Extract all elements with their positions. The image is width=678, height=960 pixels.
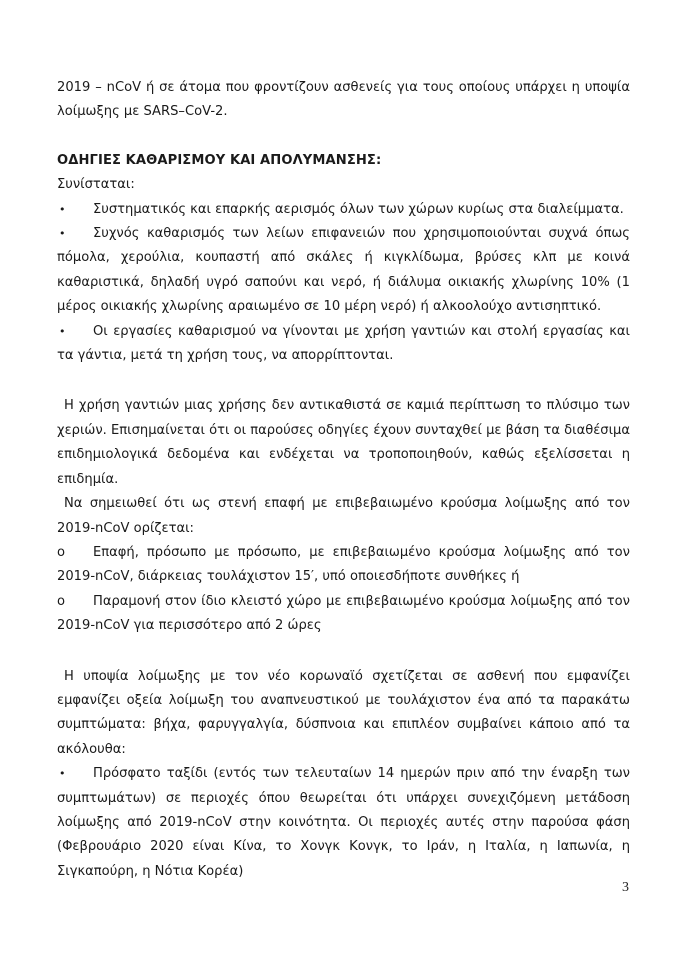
circle-bullet-icon: o — [57, 544, 66, 560]
circle-bullet-icon: o — [57, 593, 66, 609]
bullet-icon: • — [59, 324, 66, 338]
bullet-text: Συστηματικός και επαρκής αερισμός όλων των χώρων κυρίως στα διαλείμματα. — [93, 201, 624, 217]
spacer — [57, 125, 630, 149]
bullet-text: Οι εργασίες καθαρισμού να γίνονται με χρήση γαντιών και στολή εργασίας και τα γάντια, μετά τη χρήση τους, να απορρίπτονται. — [57, 323, 630, 364]
cleaning-section — [57, 149, 630, 369]
bullet-icon: • — [59, 227, 66, 241]
page-number: 3 — [622, 880, 629, 895]
contact-item — [57, 541, 630, 590]
bullet-item — [57, 198, 630, 222]
intro-paragraph: 2019 – nCoV ή σε άτομα που φροντίζουν ασθενείς για τους οποίους υπάρχει η υποψία λοίμωξης με SARS–CoV-2. — [57, 80, 630, 120]
bullet-icon: • — [59, 202, 66, 216]
suspected-case-lead: Η υποψία λοίμωξης με τον νέο κορωναϊό σχετίζεται σε ασθενή που εμφανίζει εμφανίζει οξεία λοίμωξη του αναπνευστικού με τουλάχιστον ένα από τα παρακάτω συμπτώματα: βήχα, φαρυγγαλγία, δύσπνοια και επιπλέον συμβαίνει κάποιο από τα ακόλουθα: — [57, 668, 630, 757]
section-lead: Συνίσταται: — [57, 177, 135, 193]
bullet-icon: • — [59, 767, 66, 781]
spacer — [57, 639, 630, 665]
page-content — [57, 76, 630, 884]
bullet-text: Πρόσφατο ταξίδι (εντός των τελευταίων 14 ημερών πριν από την έναρξη των συμπτωμάτων) σε περιοχές όπου θεωρείται ότι υπάρχει συνεχιζόμενη μετάδοση λοίμωξης από 2019-nCoV στην κοινότητα. Οι περιοχές αυτές στην παρούσα φάση (Φεβρουάριο 2020 είναι Κίνα, το Χονγκ Κονγκ, το Ιράν, η Ιταλία, η Ιαπωνία, η Σιγκαπούρη, η Νότια Κορέα) — [57, 766, 630, 879]
gloves-paragraph: Η χρήση γαντιών μιας χρήσης δεν αντικαθιστά σε καμιά περίπτωση το πλύσιμο των χεριών. Επισημαίνεται ότι οι παρούσες οδηγίες έχουν συνταχθεί με βάση τα διαθέσιμα επιδημιολογικά δεδομένα και ενδέχεται να τροποποιηθούν, καθώς εξελίσσεται η επιδημία. — [57, 398, 630, 487]
bullet-item — [57, 762, 630, 884]
contact-item-text: Παραμονή στον ίδιο κλειστό χώρο με επιβεβαιωμένο κρούσμα λοίμωξης από τον 2019-nCoV για περισσότερο από 2 ώρες — [57, 593, 630, 634]
contact-item — [57, 590, 630, 639]
contact-item-text: Επαφή, πρόσωπο με πρόσωπο, με επιβεβαιωμένο κρούσμα λοίμωξης από τον 2019-nCoV, διάρκειας τουλάχιστον 15′, υπό οποιεσδήποτε συνθήκες ή — [57, 544, 630, 585]
bullet-item — [57, 222, 630, 320]
close-contact-lead: Να σημειωθεί ότι ως στενή επαφή με επιβεβαιωμένο κρούσμα λοίμωξης από τον 2019-nCoV ορίζεται: — [57, 496, 630, 536]
bullet-item — [57, 320, 630, 369]
bullet-text: Συχνός καθαρισμός των λείων επιφανειών που χρησιμοποιούνται συχνά όπως πόμολα, χερούλια, κουπαστή από σκάλες ή κιγκλίδωμα, βρύσες κλπ με κοινά καθαριστικά, δηλαδή υγρό σαπούνι και νερό, ή διάλυμα οικιακής χλωρίνης 10% (1 μέρος οικιακής χλωρίνης αραιωμένο σε 10 μέρη νερό) ή αλκοολούχο αντισηπτικό. — [57, 226, 630, 315]
section-heading: ΟΔΗΓΙΕΣ ΚΑΘΑΡΙΣΜΟΥ ΚΑΙ ΑΠΟΛΥΜΑΝΣΗΣ: — [57, 152, 382, 168]
spacer — [57, 368, 630, 394]
